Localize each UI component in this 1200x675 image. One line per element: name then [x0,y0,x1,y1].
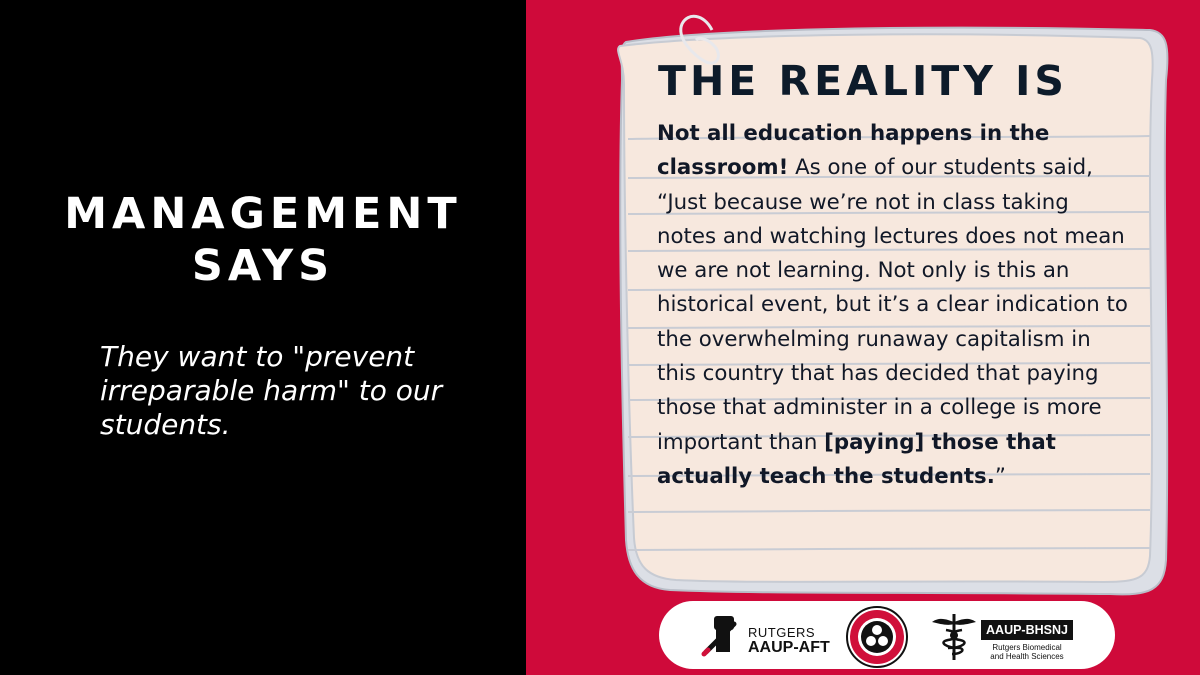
rutgers-aaup-aft-logo [748,626,830,656]
heading-line-2: SAYS [191,241,335,291]
reality-quote [657,117,1129,494]
union-seal-icon [846,606,908,668]
aft-logo-line2: AAUP-AFT [748,639,830,656]
reality-title: THE REALITY IS [658,57,1068,105]
aft-logo-line1: RUTGERS [748,625,816,640]
heading-line-1: MANAGEMENT [64,189,462,239]
fist-pencil-icon [700,612,746,658]
aaup-bhsnj-subtitle [981,643,1073,661]
reality-quote-text: As one of our students said, “Just because we’re not in class taking notes and watching lectures does not mean we are not learning. Not only is this an historical event, but it’s a clear indication to the overwhelming runaway capitalism in this country that has decided that paying those that administer in a college is more important than [657,155,1128,455]
bhsnj-sub-line2: and Health Sciences [990,652,1064,661]
aaup-bhsnj-logo: AAUP-BHSNJ [981,620,1073,640]
reality-bold-close: [paying] those that actually teach the students. [657,429,1056,489]
management-claim: They want to "prevent irreparable harm" to our students. [100,340,443,441]
reality-bold-lead: Not all education happens in the classroom! [657,121,1050,181]
closing-quote-mark: ” [994,463,1006,489]
caduceus-icon [930,612,978,662]
bhsnj-sub-line1: Rutgers Biomedical [992,643,1062,652]
